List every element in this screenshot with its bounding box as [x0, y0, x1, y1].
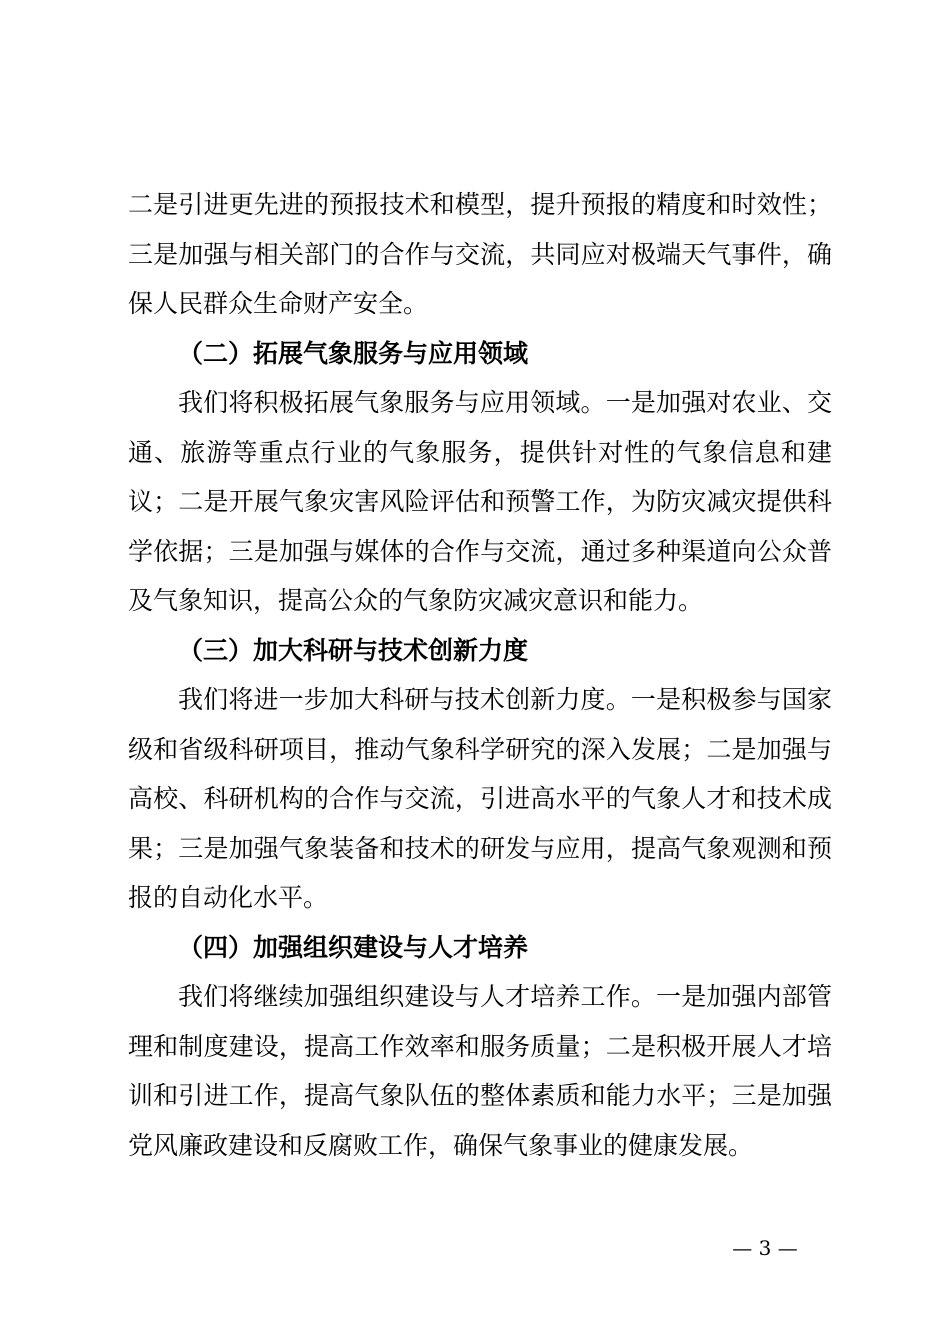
document-body	[128, 180, 832, 1170]
paragraph-organization-talent: 我们将继续加强组织建设与人才培养工作。一是加强内部管理和制度建设，提高工作效率和服务质量；二是积极开展人才培训和引进工作，提高气象队伍的整体素质和能力水平；三是加强党风廉政建设和反腐败工作，确保气象事业的健康发展。	[128, 982, 832, 1160]
paragraph-service-expansion: 我们将积极拓展气象服务与应用领域。一是加强对农业、交通、旅游等重点行业的气象服务，提供针对性的气象信息和建议；二是开展气象灾害风险评估和预警工作，为防灾减灾提供科学依据；三是加强与媒体的合作与交流，通过多种渠道向公众普及气象知识，提高公众的气象防灾减灾意识和能力。	[128, 388, 832, 615]
section-heading-4: （四）加强组织建设与人才培养	[178, 932, 529, 962]
section-heading-2: （二）拓展气象服务与应用领域	[178, 338, 529, 368]
paragraph-research-innovation: 我们将进一步加大科研与技术创新力度。一是积极参与国家级和省级科研项目，推动气象科学研究的深入发展；二是加强与高校、科研机构的合作与交流，引进高水平的气象人才和技术成果；三是加强气象装备和技术的研发与应用，提高气象观测和预报的自动化水平。	[128, 685, 832, 912]
paragraph-forecast-continued: 二是引进更先进的预报技术和模型，提升预报的精度和时效性；三是加强与相关部门的合作与交流，共同应对极端天气事件，确保人民群众生命财产安全。	[128, 190, 832, 318]
section-heading-3: （三）加大科研与技术创新力度	[178, 635, 529, 665]
page-number: — 3 —	[732, 1236, 798, 1260]
